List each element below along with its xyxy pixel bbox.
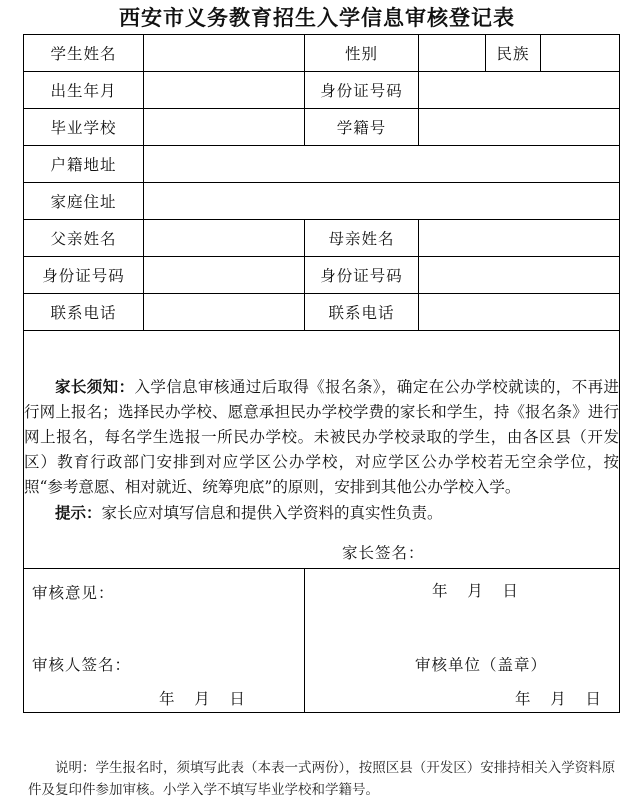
review-unit-cell[interactable] bbox=[305, 569, 620, 713]
graduated-school-field[interactable] bbox=[144, 109, 305, 146]
ethnicity-field[interactable] bbox=[541, 35, 620, 72]
review-opinion-label: 审核意见： bbox=[32, 584, 115, 602]
id-number-label: 身份证号码 bbox=[305, 72, 419, 109]
father-phone-label: 联系电话 bbox=[24, 294, 144, 331]
notice-paragraph bbox=[24, 374, 619, 500]
row-parent-ids bbox=[24, 257, 620, 294]
student-name-field[interactable] bbox=[144, 35, 305, 72]
tip-heading: 提示： bbox=[55, 502, 102, 522]
review-unit-label: 审核单位（盖章） bbox=[415, 656, 548, 674]
form-title: 西安市义务教育招生入学信息审核登记表 bbox=[119, 6, 515, 30]
row-student-basic bbox=[24, 35, 620, 72]
notice-body: 入学信息审核通过后取得《报名条》，确定在公办学校就读的，不再进行网上报名；选择民办学校、愿意承担民办学校学费的家长和学生，持《报名条》进行网上报名，每名学生选报一所民办学校。未被民办学校录取的学生，由各区县（开发区）教育行政部门安排到对应学区公办学校，对应学区公办学校若无空余学位，按照“参考意愿、相对就近、统筹兜底”的原则，安排到其他公办学校入学。 bbox=[24, 377, 619, 496]
student-number-label: 学籍号 bbox=[305, 109, 419, 146]
row-notice bbox=[24, 331, 620, 569]
father-name-label: 父亲姓名 bbox=[24, 220, 144, 257]
gender-field[interactable] bbox=[419, 35, 486, 72]
parent-signature-label: 家长签名： bbox=[342, 544, 425, 562]
review-left-cell[interactable] bbox=[24, 569, 305, 713]
id-number-field[interactable] bbox=[419, 72, 620, 109]
graduated-school-label: 毕业学校 bbox=[24, 109, 144, 146]
row-parent-names bbox=[24, 220, 620, 257]
mother-phone-field[interactable] bbox=[419, 294, 620, 331]
row-birth-id bbox=[24, 72, 620, 109]
mother-id-label: 身份证号码 bbox=[305, 257, 419, 294]
gender-label: 性别 bbox=[305, 35, 419, 72]
form-footnote: 说明：学生报名时，须填写此表（本表一式两份），按照区县（开发区）安排持相关入学资料原件及复印件参加审核。小学入学不填写毕业学校和学籍号。 bbox=[28, 760, 616, 798]
reviewer-date: 年 月 日 bbox=[159, 690, 245, 708]
mother-name-label: 母亲姓名 bbox=[305, 220, 419, 257]
home-address-field[interactable] bbox=[144, 183, 620, 220]
row-review bbox=[24, 569, 620, 713]
tip-body: 家长应对填写信息和提供入学资料的真实性负责。 bbox=[101, 503, 443, 522]
mother-id-field[interactable] bbox=[419, 257, 620, 294]
father-id-label: 身份证号码 bbox=[24, 257, 144, 294]
father-phone-field[interactable] bbox=[144, 294, 305, 331]
student-number-field[interactable] bbox=[419, 109, 620, 146]
home-address-label: 家庭住址 bbox=[24, 183, 144, 220]
row-parent-phones bbox=[24, 294, 620, 331]
student-name-label: 学生姓名 bbox=[24, 35, 144, 72]
ethnicity-label: 民族 bbox=[486, 35, 541, 72]
row-school bbox=[24, 109, 620, 146]
parent-signature-date: 年 月 日 bbox=[432, 582, 518, 600]
reviewer-signature-label: 审核人签名： bbox=[32, 656, 132, 674]
row-household bbox=[24, 146, 620, 183]
birth-date-label: 出生年月 bbox=[24, 72, 144, 109]
review-unit-date: 年 月 日 bbox=[515, 690, 601, 708]
notice-heading: 家长须知： bbox=[55, 376, 135, 396]
registration-form-table bbox=[23, 34, 620, 713]
birth-date-field[interactable] bbox=[144, 72, 305, 109]
father-id-field[interactable] bbox=[144, 257, 305, 294]
household-address-label: 户籍地址 bbox=[24, 146, 144, 183]
mother-phone-label: 联系电话 bbox=[305, 294, 419, 331]
row-home bbox=[24, 183, 620, 220]
tip-paragraph bbox=[24, 500, 619, 526]
household-address-field[interactable] bbox=[144, 146, 620, 183]
mother-name-field[interactable] bbox=[419, 220, 620, 257]
father-name-field[interactable] bbox=[144, 220, 305, 257]
